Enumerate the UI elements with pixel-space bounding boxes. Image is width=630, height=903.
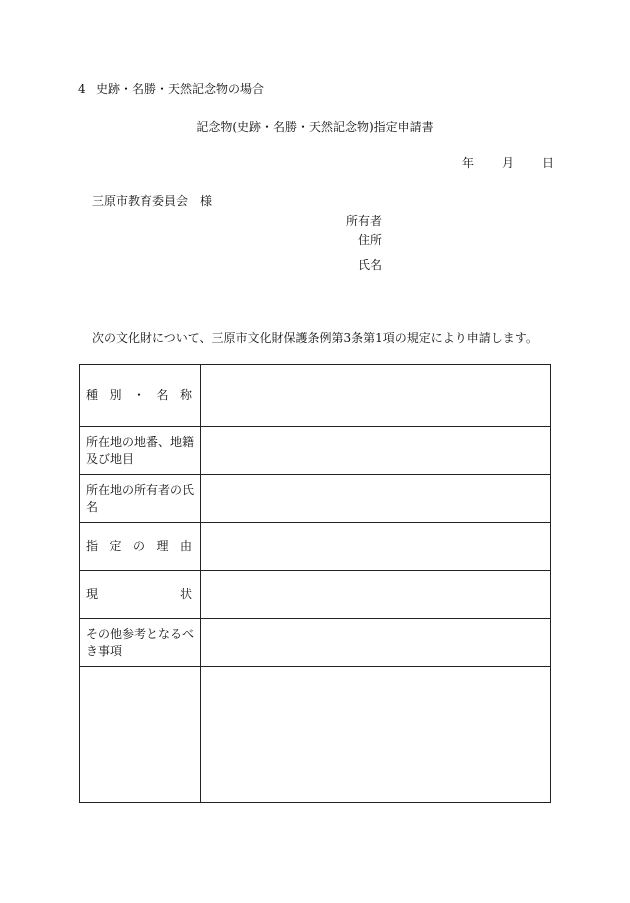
section-number: 4: [78, 82, 86, 96]
date-line: [462, 154, 554, 171]
form-value-reason[interactable]: [201, 523, 551, 571]
form-row-type-name: [80, 365, 551, 427]
name-label: 氏名: [358, 258, 383, 272]
form-value-location[interactable]: [201, 427, 551, 475]
form-row-reason: [80, 523, 551, 571]
form-label-other-reference: その他参考となるべき事項: [80, 619, 201, 667]
form-row-current-status: [80, 571, 551, 619]
application-form-table: [79, 364, 551, 803]
date-day-label: 日: [542, 156, 555, 170]
form-label-blank: [80, 667, 201, 803]
form-row-blank: [80, 667, 551, 803]
form-label-current-status: 現 状: [80, 571, 201, 619]
date-year-label: 年: [462, 156, 475, 170]
form-label-reason: 指 定 の 理 由: [80, 523, 201, 571]
form-value-other-reference[interactable]: [201, 619, 551, 667]
owner-label: 所有者: [346, 214, 383, 228]
form-label-location: 所在地の地番、地籍及び地目: [80, 427, 201, 475]
date-month-label: 月: [502, 156, 515, 170]
section-title: 史跡・名勝・天然記念物の場合: [96, 82, 265, 96]
addressee: 三原市教育委員会 様: [92, 194, 213, 208]
form-value-blank[interactable]: [201, 667, 551, 803]
intro-text: 次の文化財について、三原市文化財保護条例第3条第1項の規定により申請します。: [92, 331, 538, 345]
form-value-type-name[interactable]: [201, 365, 551, 427]
address-label: 住所: [358, 233, 383, 247]
form-label-owner-name: 所在地の所有者の氏名: [80, 475, 201, 523]
section-heading: [78, 80, 264, 97]
document-title: 記念物(史跡・名勝・天然記念物)指定申請書: [196, 120, 434, 134]
form-value-owner-name[interactable]: [201, 475, 551, 523]
form-row-location: [80, 427, 551, 475]
form-value-current-status[interactable]: [201, 571, 551, 619]
form-label-type-name: 種 別 ・ 名 称: [80, 365, 201, 427]
form-row-other-reference: [80, 619, 551, 667]
form-row-owner-name: [80, 475, 551, 523]
